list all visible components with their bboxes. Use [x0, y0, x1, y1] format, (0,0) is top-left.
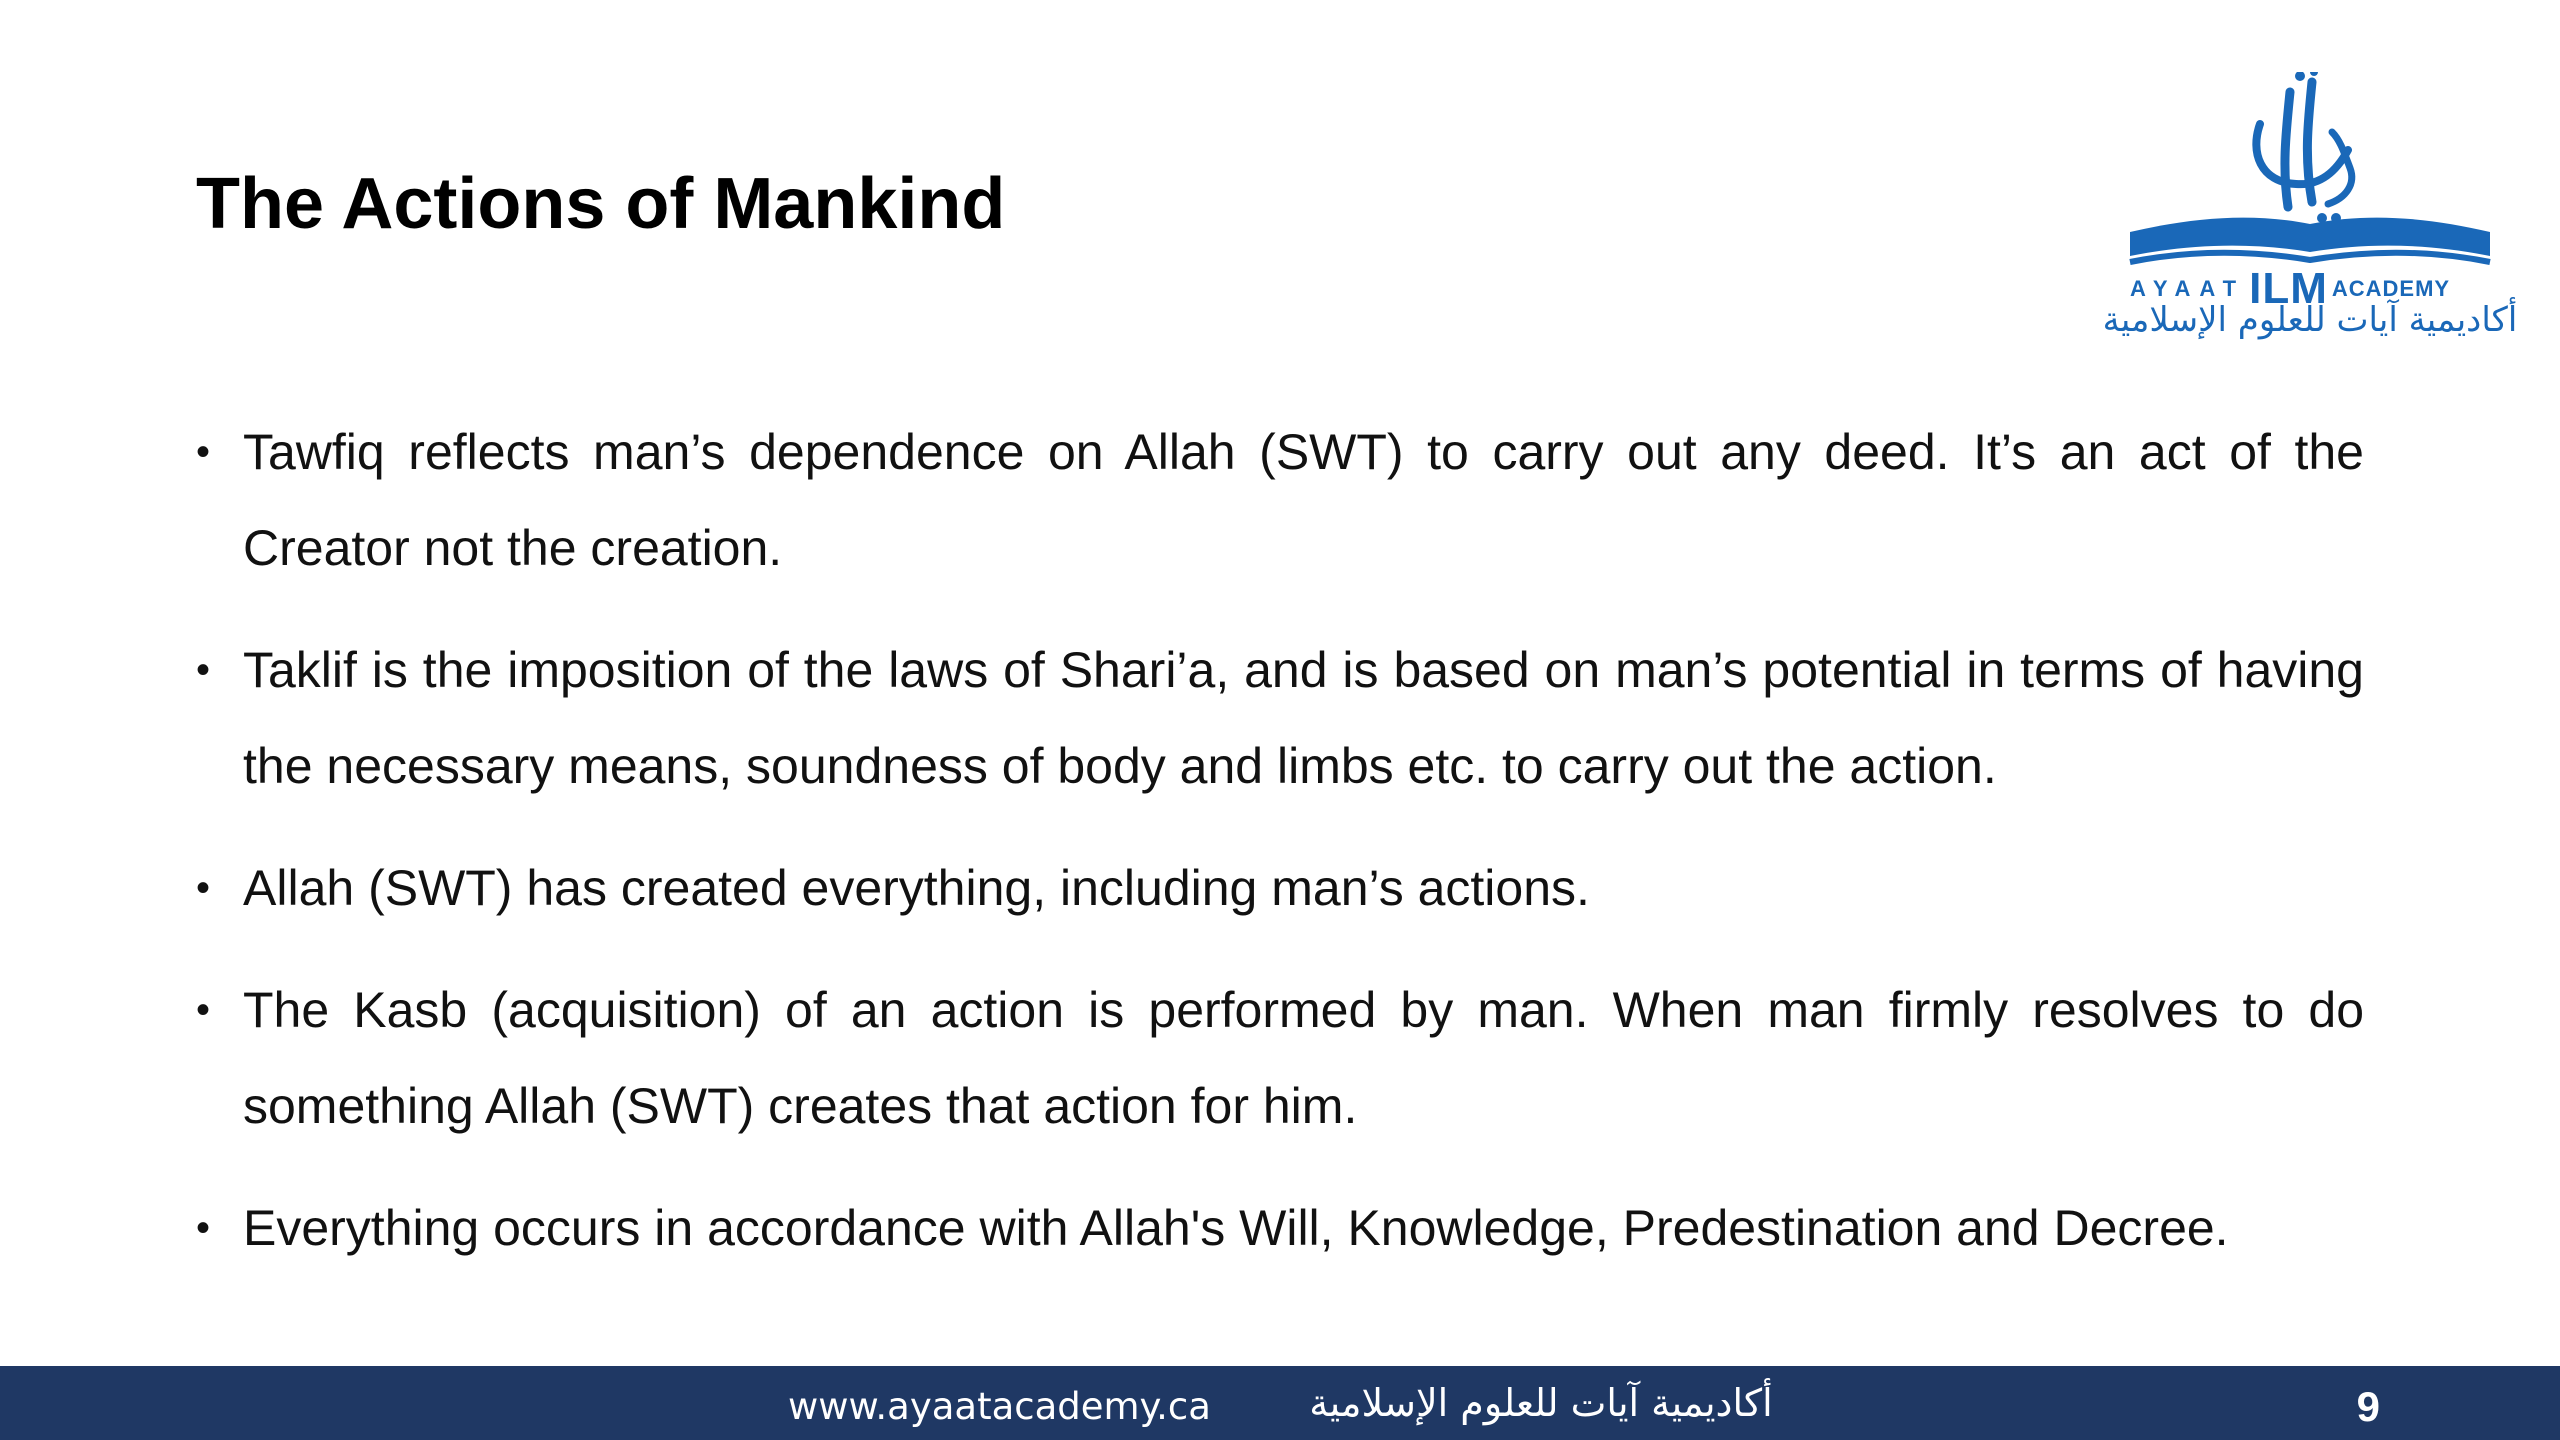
- logo-word-ayaat: AYAAT: [2130, 276, 2246, 301]
- bullet-marker: •: [196, 648, 211, 692]
- logo-word-academy: ACADEMY: [2331, 276, 2451, 301]
- footer-arabic-name: أكاديمية آيات للعلوم الإسلامية: [1309, 1381, 1773, 1425]
- bullet-item: [196, 962, 2364, 1154]
- bullet-item: [196, 622, 2364, 814]
- logo-word-ilm: ILM: [2249, 264, 2328, 313]
- footer-website-link[interactable]: www.ayaatacademy.ca: [788, 1385, 1211, 1428]
- bullet-item: [196, 840, 2364, 936]
- bullet-marker: •: [196, 430, 211, 474]
- slide-title: The Actions of Mankind: [196, 164, 1006, 244]
- bullet-list: [196, 404, 2364, 1302]
- bullet-item: [196, 1180, 2364, 1276]
- bullet-text: Allah (SWT) has created everything, including man’s actions.: [243, 860, 1590, 916]
- logo-arabic-name: أكاديمية آيات للعلوم الإسلامية: [2102, 300, 2518, 340]
- bullet-marker: •: [196, 866, 211, 910]
- bullet-text: Everything occurs in accordance with Allah's Will, Knowledge, Predestination and Decree.: [243, 1200, 2229, 1256]
- bullet-marker: •: [196, 1206, 211, 1250]
- page-number: 9: [2356, 1383, 2380, 1430]
- academy-logo: [2100, 72, 2520, 362]
- bullet-text: Tawfiq reflects man’s dependence on Allah (SWT) to carry out any deed. It’s an act of the Creator not the creation.: [243, 424, 2364, 576]
- footer-bar: [0, 1366, 2560, 1440]
- open-book-calligraphy-icon: [2100, 72, 2520, 272]
- bullet-text: Taklif is the imposition of the laws of Shari’a, and is based on man’s potential in terms of having the necessary means, soundness of body and limbs etc. to carry out the action.: [243, 642, 2364, 794]
- bullet-text: The Kasb (acquisition) of an action is performed by man. When man firmly resolves to do something Allah (SWT) creates that action for him.: [243, 982, 2364, 1134]
- bullet-marker: •: [196, 988, 211, 1032]
- bullet-item: [196, 404, 2364, 596]
